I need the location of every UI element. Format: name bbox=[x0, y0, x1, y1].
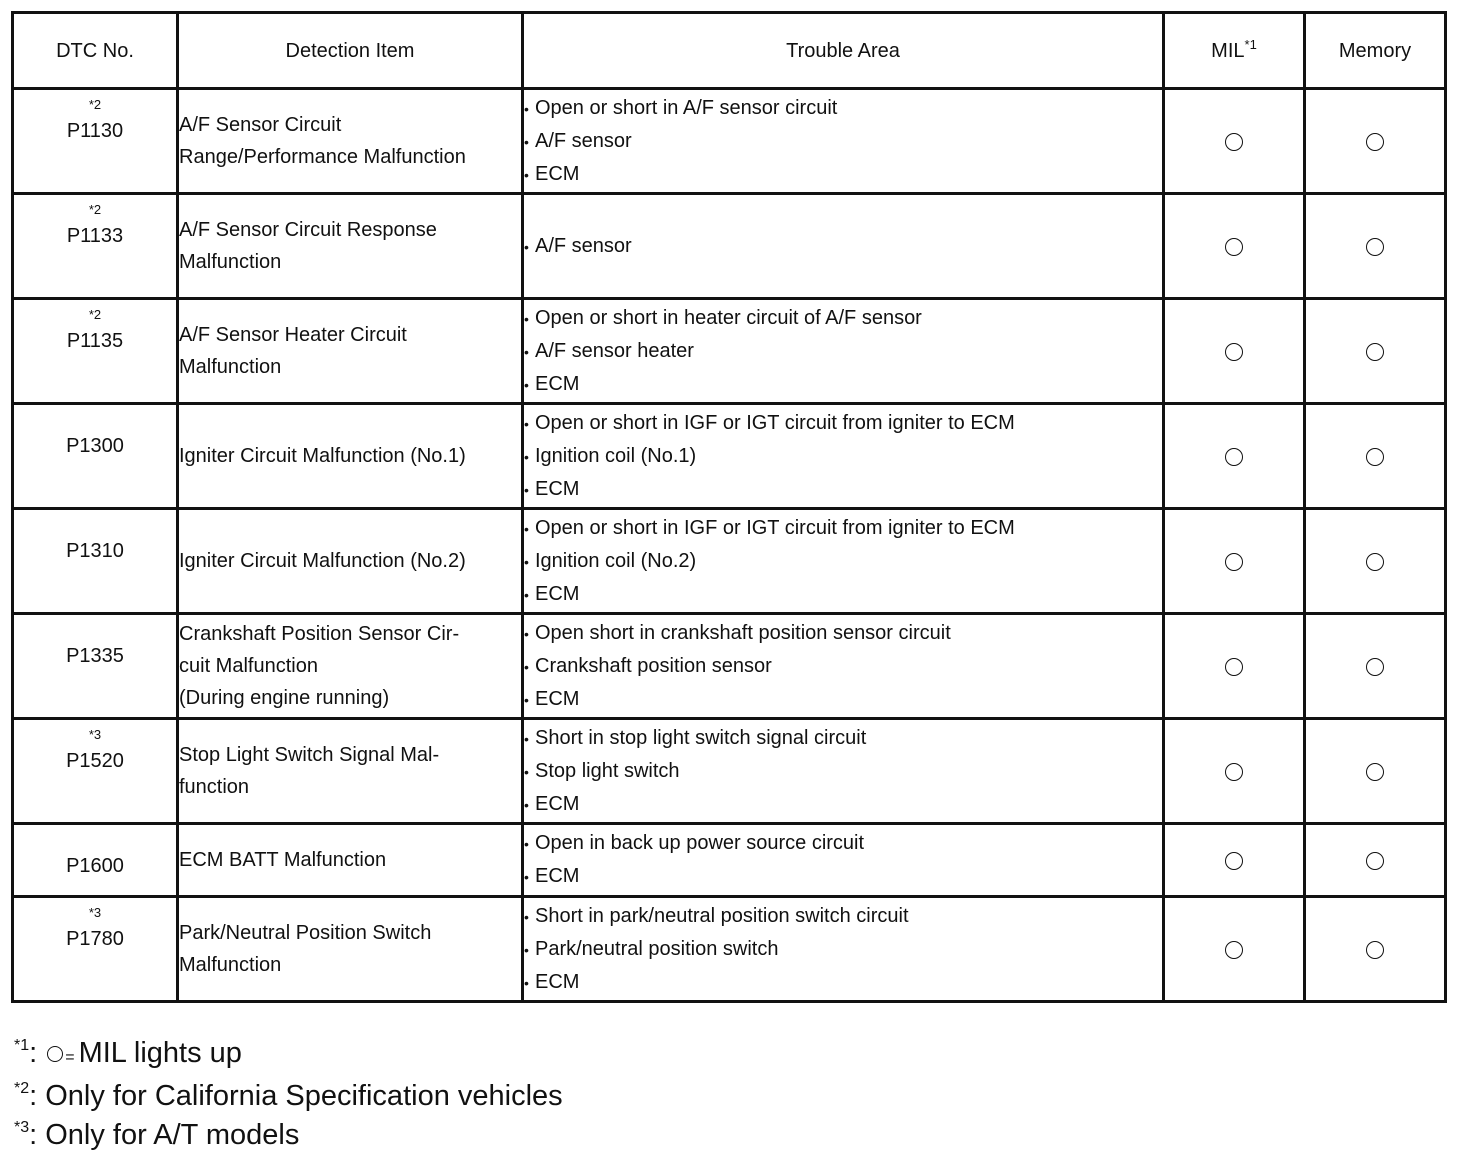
bullet-icon: • bbox=[524, 869, 529, 885]
detection-item-line: A/F Sensor Heater Circuit bbox=[179, 324, 407, 346]
header-mil bbox=[1164, 13, 1305, 89]
circle-icon bbox=[1366, 448, 1384, 466]
trouble-area-text: Crankshaft position sensor bbox=[535, 654, 772, 677]
trouble-area-cell bbox=[523, 897, 1164, 1002]
circle-icon bbox=[1225, 658, 1243, 676]
circle-icon bbox=[47, 1046, 63, 1062]
detection-item-cell bbox=[178, 719, 523, 824]
dtc-note: *3 bbox=[88, 905, 102, 920]
memory-cell bbox=[1305, 89, 1446, 194]
table-row bbox=[13, 404, 1446, 509]
footnote-1-mark: *1 bbox=[14, 1037, 30, 1054]
circle-icon bbox=[1225, 448, 1243, 466]
trouble-area-text: ECM bbox=[535, 372, 580, 395]
header-dtc: DTC No. bbox=[13, 13, 178, 89]
detection-item-line: Malfunction bbox=[179, 251, 282, 273]
header-mil-note: *1 bbox=[1244, 36, 1257, 52]
footnote-3-text: Only for A/T models bbox=[45, 1119, 300, 1151]
dtc-cell bbox=[13, 89, 178, 194]
detection-item-line: (During engine running) bbox=[179, 687, 390, 709]
bullet-icon: • bbox=[524, 343, 529, 360]
footnotes bbox=[14, 1034, 563, 1155]
dtc-cell bbox=[13, 194, 178, 299]
detection-item-cell bbox=[178, 404, 523, 509]
detection-item-cell bbox=[178, 614, 523, 719]
trouble-area-text: Ignition coil (No.1) bbox=[535, 444, 697, 467]
trouble-area-text: Open or short in heater circuit of A/F sensor bbox=[535, 306, 922, 329]
footnote-3-sep: : bbox=[29, 1119, 38, 1151]
bullet-icon: • bbox=[524, 166, 529, 183]
footnote-2 bbox=[14, 1077, 563, 1116]
circle-icon bbox=[1366, 343, 1384, 361]
detection-item-line: cuit Malfunction bbox=[179, 655, 318, 677]
memory-cell bbox=[1305, 824, 1446, 897]
detection-item-line: Igniter Circuit Malfunction (No.1) bbox=[179, 445, 466, 467]
bullet-icon: • bbox=[524, 625, 529, 642]
trouble-area-item bbox=[524, 933, 1162, 966]
circle-icon bbox=[1366, 763, 1384, 781]
table-row bbox=[13, 897, 1446, 1002]
detection-item-cell bbox=[178, 89, 523, 194]
detection-item-cell bbox=[178, 299, 523, 404]
dtc-code: P1520 bbox=[66, 750, 124, 772]
circle-icon bbox=[1225, 852, 1243, 870]
bullet-icon: • bbox=[524, 796, 529, 813]
trouble-area-item bbox=[524, 650, 1162, 683]
bullet-icon: • bbox=[524, 415, 529, 432]
footnote-1-eq: = bbox=[65, 1049, 75, 1066]
trouble-area-item bbox=[524, 92, 1162, 125]
header-detection-item: Detection Item bbox=[178, 13, 523, 89]
header-memory: Memory bbox=[1305, 13, 1446, 89]
dtc-code: P1335 bbox=[66, 645, 124, 667]
dtc-cell bbox=[13, 824, 178, 897]
footnote-3-mark: *3 bbox=[14, 1119, 30, 1136]
dtc-note bbox=[14, 831, 176, 849]
trouble-area-item bbox=[524, 578, 1162, 611]
dtc-code: P1133 bbox=[66, 225, 124, 247]
trouble-area-text: A/F sensor heater bbox=[535, 339, 694, 362]
bullet-icon: • bbox=[524, 133, 529, 150]
trouble-area-text: ECM bbox=[535, 970, 580, 993]
bullet-icon: • bbox=[524, 908, 529, 925]
footnote-3 bbox=[14, 1116, 563, 1155]
mil-cell bbox=[1164, 719, 1305, 824]
mil-cell bbox=[1164, 194, 1305, 299]
trouble-area-item bbox=[524, 512, 1162, 545]
mil-cell bbox=[1164, 509, 1305, 614]
trouble-area-cell bbox=[523, 89, 1164, 194]
header-mil-label: MIL bbox=[1211, 39, 1245, 62]
detection-item-cell bbox=[178, 824, 523, 897]
dtc-code: P1130 bbox=[66, 120, 124, 142]
bullet-icon: • bbox=[524, 310, 529, 327]
circle-icon bbox=[1225, 238, 1243, 256]
trouble-area-item bbox=[524, 545, 1162, 578]
mil-cell bbox=[1164, 404, 1305, 509]
trouble-area-text: A/F sensor bbox=[535, 129, 632, 152]
mil-cell bbox=[1164, 897, 1305, 1002]
trouble-area-item bbox=[524, 158, 1162, 191]
trouble-area-item bbox=[524, 368, 1162, 401]
trouble-area-cell bbox=[523, 404, 1164, 509]
table-row bbox=[13, 509, 1446, 614]
header-trouble-area: Trouble Area bbox=[523, 13, 1164, 89]
trouble-area-cell bbox=[523, 299, 1164, 404]
footnote-1-sep: : bbox=[29, 1037, 38, 1069]
footnote-2-text: Only for California Specification vehicles bbox=[45, 1080, 563, 1112]
bullet-icon: • bbox=[524, 481, 529, 498]
dtc-cell bbox=[13, 719, 178, 824]
trouble-area-item bbox=[524, 827, 1162, 860]
circle-icon bbox=[1225, 553, 1243, 571]
memory-cell bbox=[1305, 897, 1446, 1002]
dtc-cell bbox=[13, 614, 178, 719]
dtc-cell bbox=[13, 299, 178, 404]
bullet-icon: • bbox=[524, 730, 529, 747]
circle-icon bbox=[1366, 658, 1384, 676]
circle-icon bbox=[1225, 133, 1243, 151]
dtc-code: P1300 bbox=[66, 435, 124, 457]
trouble-area-item bbox=[524, 473, 1162, 506]
detection-item-line: Malfunction bbox=[179, 356, 282, 378]
mil-cell bbox=[1164, 89, 1305, 194]
bullet-icon: • bbox=[524, 658, 529, 675]
mil-cell bbox=[1164, 614, 1305, 719]
bullet-icon: • bbox=[524, 836, 529, 852]
detection-item-line: Range/Performance Malfunction bbox=[179, 146, 466, 168]
table-row bbox=[13, 614, 1446, 719]
bullet-icon: • bbox=[524, 553, 529, 570]
trouble-area-text: ECM bbox=[535, 792, 580, 815]
trouble-area-item bbox=[524, 966, 1162, 999]
detection-item-line: A/F Sensor Circuit bbox=[179, 114, 342, 136]
dtc-note: *3 bbox=[88, 727, 102, 742]
mil-cell bbox=[1164, 824, 1305, 897]
bullet-icon: • bbox=[524, 763, 529, 780]
trouble-area-text: ECM bbox=[535, 477, 580, 500]
trouble-area-item bbox=[524, 788, 1162, 821]
trouble-area-cell bbox=[523, 194, 1164, 299]
detection-item-line: Park/Neutral Position Switch bbox=[179, 922, 432, 944]
dtc-cell bbox=[13, 897, 178, 1002]
bullet-icon: • bbox=[524, 100, 529, 117]
detection-item-line: Crankshaft Position Sensor Cir- bbox=[179, 623, 460, 645]
trouble-area-text: Open or short in A/F sensor circuit bbox=[535, 96, 838, 119]
trouble-area-item bbox=[524, 125, 1162, 158]
trouble-area-text: Short in stop light switch signal circuit bbox=[535, 726, 867, 749]
circle-icon bbox=[1366, 941, 1384, 959]
bullet-icon: • bbox=[524, 520, 529, 537]
memory-cell bbox=[1305, 299, 1446, 404]
trouble-area-item bbox=[524, 722, 1162, 755]
dtc-note bbox=[14, 411, 176, 429]
trouble-area-text: ECM bbox=[535, 162, 580, 185]
trouble-area-cell bbox=[523, 614, 1164, 719]
detection-item-cell bbox=[178, 194, 523, 299]
bullet-icon: • bbox=[524, 448, 529, 465]
trouble-area-cell bbox=[523, 509, 1164, 614]
dtc-note: *2 bbox=[88, 202, 102, 217]
dtc-cell bbox=[13, 404, 178, 509]
bullet-icon: • bbox=[524, 974, 529, 991]
trouble-area-text: ECM bbox=[535, 582, 580, 605]
bullet-icon: • bbox=[524, 691, 529, 708]
trouble-area-cell bbox=[523, 719, 1164, 824]
memory-cell bbox=[1305, 404, 1446, 509]
trouble-area-cell bbox=[523, 824, 1164, 897]
table-row bbox=[13, 824, 1446, 897]
dtc-note: *2 bbox=[88, 307, 102, 322]
detection-item-line: A/F Sensor Circuit Response bbox=[179, 219, 437, 241]
detection-item-line: function bbox=[179, 776, 250, 798]
bullet-icon: • bbox=[524, 586, 529, 603]
bullet-icon: • bbox=[524, 238, 529, 255]
dtc-code: P1780 bbox=[66, 928, 124, 950]
bullet-icon: • bbox=[524, 376, 529, 393]
trouble-area-text: Park/neutral position switch bbox=[535, 937, 779, 960]
footnote-2-sep: : bbox=[29, 1080, 38, 1112]
trouble-area-text: ECM bbox=[535, 865, 580, 887]
trouble-area-item bbox=[524, 860, 1162, 893]
detection-item-line: ECM BATT Malfunction bbox=[179, 849, 387, 871]
detection-item-cell bbox=[178, 509, 523, 614]
dtc-note bbox=[14, 516, 176, 534]
circle-icon bbox=[1225, 343, 1243, 361]
detection-item-line: Igniter Circuit Malfunction (No.2) bbox=[179, 550, 466, 572]
circle-icon bbox=[1366, 238, 1384, 256]
trouble-area-text: Open short in crankshaft position sensor circuit bbox=[535, 621, 951, 644]
circle-icon bbox=[1366, 133, 1384, 151]
detection-item-cell bbox=[178, 897, 523, 1002]
detection-item-line: Malfunction bbox=[179, 954, 282, 976]
footnote-1 bbox=[14, 1034, 563, 1077]
dtc-table bbox=[11, 11, 1447, 1003]
circle-icon bbox=[1225, 763, 1243, 781]
memory-cell bbox=[1305, 719, 1446, 824]
trouble-area-text: Open in back up power source circuit bbox=[535, 832, 865, 854]
trouble-area-item bbox=[524, 335, 1162, 368]
trouble-area-item bbox=[524, 302, 1162, 335]
memory-cell bbox=[1305, 614, 1446, 719]
trouble-area-item bbox=[524, 683, 1162, 716]
dtc-code: P1135 bbox=[66, 330, 124, 352]
dtc-code: P1600 bbox=[66, 855, 124, 877]
table-header-row bbox=[13, 13, 1446, 89]
trouble-area-text: Stop light switch bbox=[535, 759, 680, 782]
circle-icon bbox=[1366, 553, 1384, 571]
dtc-note bbox=[14, 621, 176, 639]
memory-cell bbox=[1305, 194, 1446, 299]
mil-cell bbox=[1164, 299, 1305, 404]
trouble-area-item bbox=[524, 900, 1162, 933]
trouble-area-text: Open or short in IGF or IGT circuit from igniter to ECM bbox=[535, 411, 1015, 434]
table-row bbox=[13, 194, 1446, 299]
trouble-area-item bbox=[524, 407, 1162, 440]
trouble-area-text: Ignition coil (No.2) bbox=[535, 549, 697, 572]
dtc-cell bbox=[13, 509, 178, 614]
table-row bbox=[13, 719, 1446, 824]
dtc-code: P1310 bbox=[66, 540, 124, 562]
dtc-note: *2 bbox=[88, 97, 102, 112]
circle-icon bbox=[1225, 941, 1243, 959]
bullet-icon: • bbox=[524, 941, 529, 958]
trouble-area-text: A/F sensor bbox=[535, 234, 632, 257]
circle-icon bbox=[1366, 852, 1384, 870]
trouble-area-text: Short in park/neutral position switch circuit bbox=[535, 904, 909, 927]
trouble-area-item bbox=[524, 617, 1162, 650]
memory-cell bbox=[1305, 509, 1446, 614]
trouble-area-item bbox=[524, 440, 1162, 473]
footnote-2-mark: *2 bbox=[14, 1080, 30, 1097]
footnote-1-text: MIL lights up bbox=[78, 1037, 242, 1069]
detection-item-line: Stop Light Switch Signal Mal- bbox=[179, 744, 440, 766]
trouble-area-text: Open or short in IGF or IGT circuit from igniter to ECM bbox=[535, 516, 1015, 539]
table-row bbox=[13, 299, 1446, 404]
table-row bbox=[13, 89, 1446, 194]
trouble-area-text: ECM bbox=[535, 687, 580, 710]
trouble-area-item bbox=[524, 755, 1162, 788]
trouble-area-item bbox=[524, 230, 1162, 263]
